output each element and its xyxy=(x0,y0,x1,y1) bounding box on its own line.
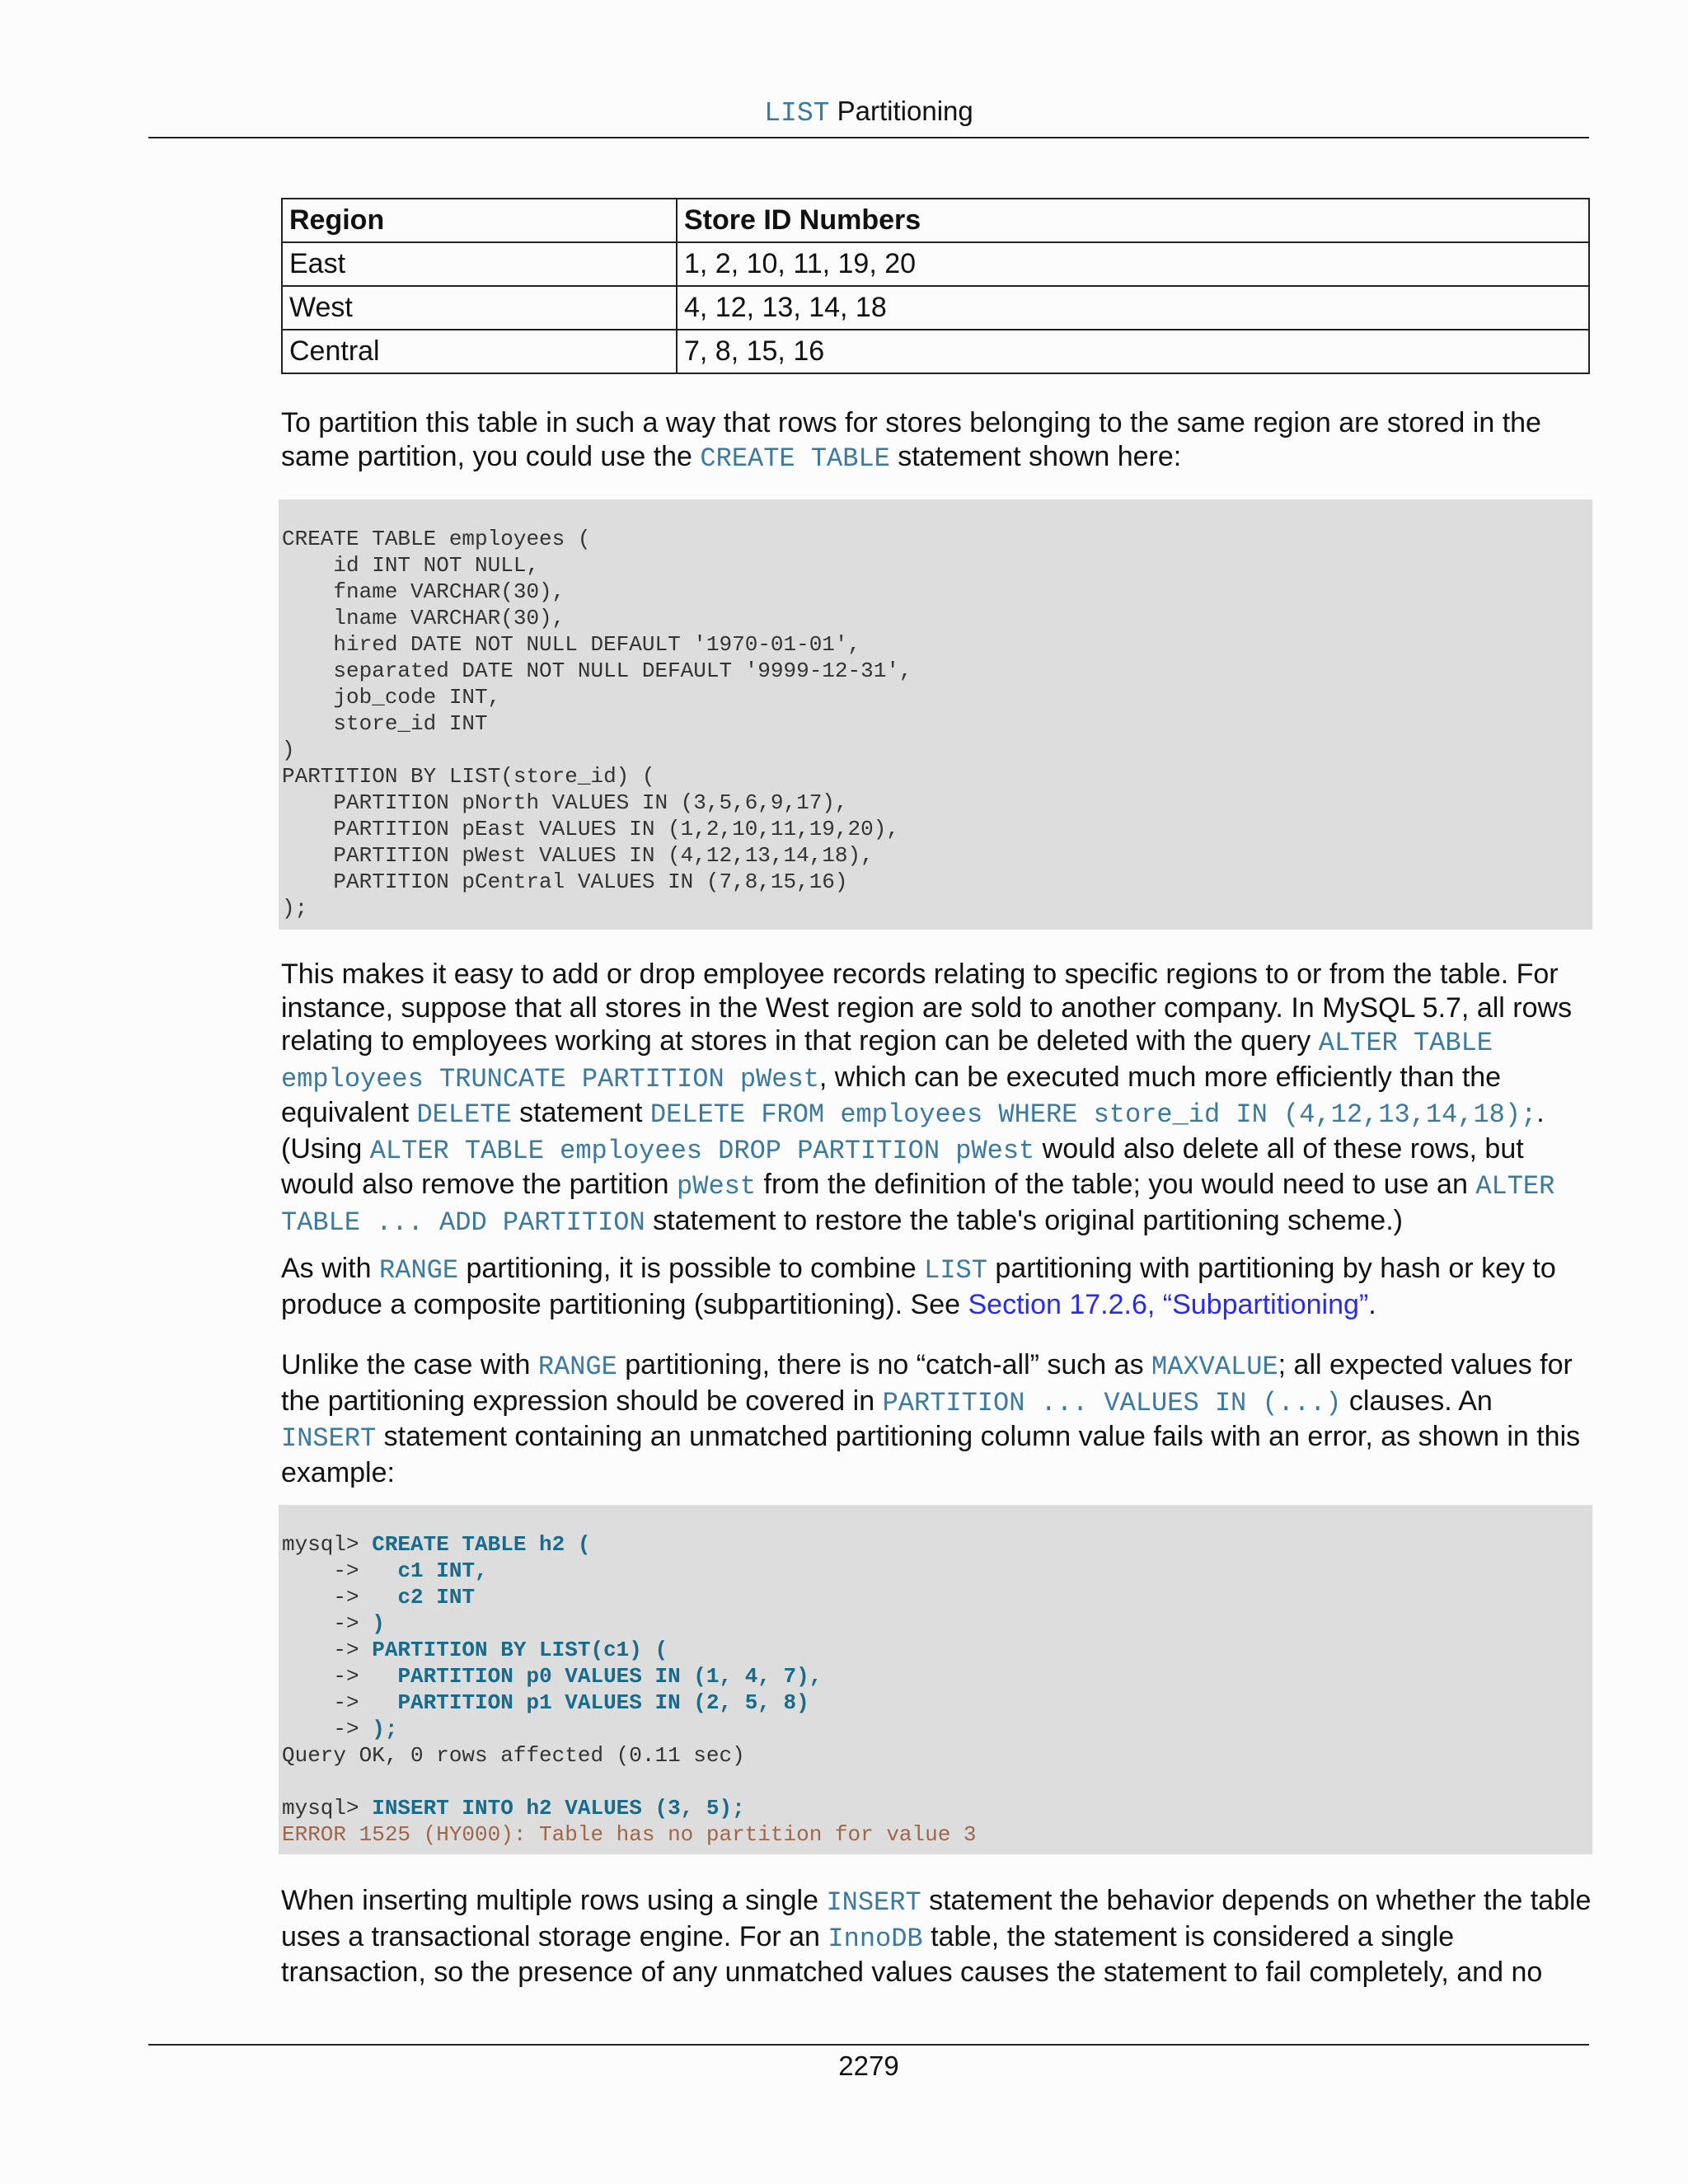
paragraph-multi-insert xyxy=(281,1884,1592,1990)
footer-divider xyxy=(148,2044,1589,2046)
code-listing: CREATE TABLE employees ( id INT NOT NULL, fname VARCHAR(30), lname VARCHAR(30), hired DATE NOT NULL DEFAULT '1970-01-01', separated DATE NOT NULL DEFAULT '9999-12-31', job_code INT, store_id INT ) PARTITION BY LIST(store_id) ( PARTITION pNorth VALUES IN (3,5,6,9,17), PARTITION pEast VALUES IN (1,2,10,11,19,20), PARTITION pWest VALUES IN (4,12,13,14,18), PARTITION pCentral VALUES IN (7,8,15,16) ); xyxy=(282,527,912,921)
table-cell: Central xyxy=(282,330,677,373)
page-header xyxy=(148,96,1589,138)
text: When inserting multiple rows using a single xyxy=(281,1885,827,1916)
table-cell: East xyxy=(282,242,677,286)
text: table, the statement is considered a single transaction, so the presence of any unmatched values causes the statement to fail completely, and no xyxy=(281,1920,1543,1988)
table-cell: 1, 2, 10, 11, 19, 20 xyxy=(677,242,1589,286)
text: statement xyxy=(511,1097,650,1128)
text: would also delete all of these rows, but would also remove the partition xyxy=(281,1132,1524,1200)
text: ; all expected values for the partitioning expression should be covered in xyxy=(281,1349,1573,1417)
text: statement containing an unmatched partitioning column value fails with an error, as shown in this example: xyxy=(281,1421,1581,1488)
code-literal: RANGE xyxy=(379,1255,459,1286)
text: clauses. An xyxy=(1341,1385,1493,1417)
paragraph-composite xyxy=(281,1252,1592,1321)
text: statement shown here: xyxy=(889,440,1182,472)
table-header-cell: Region xyxy=(282,199,677,242)
code-literal: RANGE xyxy=(537,1352,617,1382)
code-literal: PARTITION ... VALUES IN (...) xyxy=(882,1387,1342,1418)
table-header-cell: Store ID Numbers xyxy=(677,199,1589,242)
code-literal: pWest xyxy=(677,1171,757,1202)
text: . xyxy=(1368,1288,1376,1320)
code-block-create-table xyxy=(279,499,1592,930)
text: partitioning with partitioning by hash or key to produce a composite partitioning (subpartitioning). See xyxy=(281,1253,1556,1320)
text: partitioning, it is possible to combine xyxy=(458,1253,925,1284)
code-block-mysql-session xyxy=(279,1505,1592,1854)
text: , which can be executed much more efficiently than the equivalent xyxy=(281,1061,1502,1128)
code-literal: MAXVALUE xyxy=(1151,1352,1278,1382)
text: Unlike the case with xyxy=(281,1349,538,1380)
code-literal: CREATE TABLE xyxy=(700,443,890,474)
text: statement to restore the table's original partitioning scheme.) xyxy=(645,1204,1403,1236)
code-literal: INSERT xyxy=(281,1423,377,1454)
paragraph-truncate xyxy=(281,958,1592,1240)
section-link[interactable]: Section 17.2.6, “Subpartitioning” xyxy=(968,1288,1369,1320)
table-row xyxy=(282,286,1589,330)
code-literal: ALTER TABLE ... ADD PARTITION xyxy=(281,1171,1555,1238)
text: As with xyxy=(281,1253,380,1284)
table-cell: 4, 12, 13, 14, 18 xyxy=(677,286,1589,330)
table-row xyxy=(282,330,1589,373)
table-cell: 7, 8, 15, 16 xyxy=(677,330,1589,373)
code-literal: INSERT xyxy=(826,1887,921,1918)
code-literal: DELETE xyxy=(416,1099,512,1130)
code-listing: mysql> CREATE TABLE h2 ( -> c1 INT, -> c2 INT -> ) -> PARTITION BY LIST(c1) ( -> PARTITION p0 VALUES IN (1, 4, 7), -> PARTITION p1 VALUES IN (2, 5, 8) -> ); Query OK, 0 rows affected (0.11 sec) mysql> INSERT INTO h2 VALUES (3, 5); ERROR 1525 (HY000): Table has no partition for value 3 xyxy=(282,1532,977,1847)
text: To partition this table in such a way that rows for stores belonging to the same region are stored in the same partition, you could use the xyxy=(281,407,1541,472)
paragraph-catch-all xyxy=(281,1348,1592,1489)
code-literal: ALTER TABLE employees DROP PARTITION pWest xyxy=(369,1135,1035,1166)
table-cell: West xyxy=(282,286,677,330)
header-code: LIST xyxy=(764,98,830,129)
code-literal: ALTER TABLE employees TRUNCATE PARTITION pWest xyxy=(281,1028,1493,1094)
text: statement the behavior depends on whether the table uses a transactional storage engine. For an xyxy=(281,1885,1592,1952)
code-literal: DELETE FROM employees WHERE store_id IN (4,12,13,14,18); xyxy=(649,1099,1537,1130)
text: . (Using xyxy=(281,1097,1545,1165)
text: This makes it easy to add or drop employee records relating to specific regions to or from the table. For instance, suppose that all stores in the West region are sold to another company. In MySQL 5.7, all rows relating to employees working at stores in that region can be deleted with the query xyxy=(281,958,1573,1057)
paragraph-intro xyxy=(281,406,1592,476)
header-title: Partitioning xyxy=(837,96,973,126)
table-row xyxy=(282,242,1589,286)
text: from the definition of the table; you would need to use an xyxy=(756,1169,1476,1200)
text: partitioning, there is no “catch-all” such as xyxy=(617,1349,1152,1380)
code-literal: InnoDB xyxy=(828,1923,923,1954)
table-header-row xyxy=(282,199,1589,242)
code-literal: LIST xyxy=(924,1255,987,1286)
page-number: 2279 xyxy=(838,2050,899,2081)
region-store-table xyxy=(281,198,1590,374)
